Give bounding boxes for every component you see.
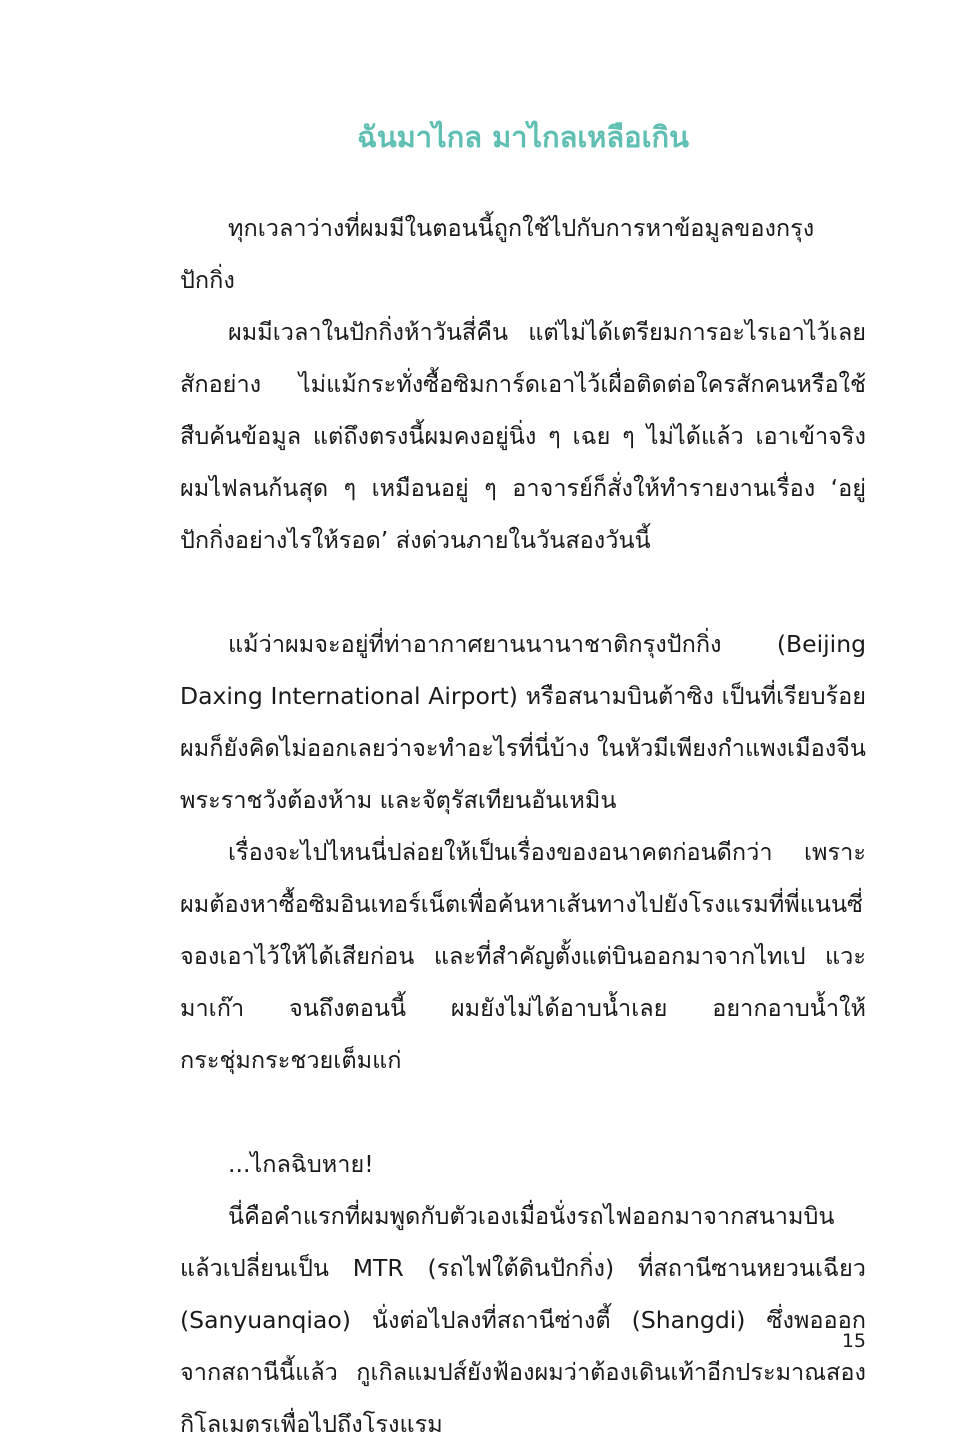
paragraph-gap (180, 1086, 866, 1138)
page-number: 15 (841, 1330, 866, 1352)
paragraph-3: แม้ว่าผมจะอยู่ที่ท่าอากาศยานนานาชาติกรุงปักกิ่ง (Beijing Daxing International Airport) หรือสนามบินต้าซิง เป็นที่เรียบร้อย ผมก็ยังคิดไม่ออกเลยว่าจะทำอะไรที่นี่บ้าง ในหัวมีเพียงกำแพงเมืองจีน พระราชวังต้องห้าม และจัตุรัสเทียนอันเหมิน (180, 630, 866, 814)
paragraph-6: นี่คือคำแรกที่ผมพูดกับตัวเองเมื่อนั่งรถไฟออกมาจากสนามบิน แล้วเปลี่ยนเป็น MTR (รถไฟใต้ดินปักกิ่ง) ที่สถานีซานหยวนเฉียว (Sanyuanqiao) นั่งต่อไปลงที่สถานีซ่างตี้ (Shangdi) ซึ่งพอออกจากสถานีนี้แล้ว กูเกิลแมปส์ยังฟ้องผมว่าต้องเดินเท้าอีกประมาณสองกิโลเมตรเพื่อไปถึงโรงแรม (180, 1202, 866, 1438)
paragraph-1: ทุกเวลาว่างที่ผมมีในตอนนี้ถูกใช้ไปกับการหาข้อมูลของกรุงปักกิ่ง (180, 214, 815, 294)
paragraph-2: ผมมีเวลาในปักกิ่งห้าวันสี่คืน แต่ไม่ได้เตรียมการอะไรเอาไว้เลยสักอย่าง ไม่แม้กระทั่งซื้อซิมการ์ดเอาไว้เผื่อติดต่อใครสักคนหรือใช้สืบค้นข้อมูล แต่ถึงตรงนี้ผมคงอยู่นิ่ง ๆ เฉย ๆ ไม่ได้แล้ว เอาเข้าจริงผมไฟลนก้นสุด ๆ เหมือนอยู่ ๆ อาจารย์ก็สั่งให้ทำรายงานเรื่อง ‘อยู่ปักกิ่งอย่างไรให้รอด’ ส่งด่วนภายในวันสองวันนี้ (180, 318, 866, 554)
paragraph-4: เรื่องจะไปไหนนี่ปล่อยให้เป็นเรื่องของอนาคตก่อนดีกว่า เพราะผมต้องหาซื้อซิมอินเทอร์เน็ตเพื่อค้นหาเส้นทางไปยังโรงแรมที่พี่แนนซี่จองเอาไว้ให้ได้เสียก่อน และที่สำคัญตั้งแต่บินออกมาจากไทเป แวะมาเก๊า จนถึงตอนนี้ ผมยังไม่ได้อาบน้ำเลย อยากอาบน้ำให้กระชุ่มกระชวยเต็มแก่ (180, 838, 866, 1074)
paragraph-gap (180, 566, 866, 618)
chapter-title: ฉันมาไกล มาไกลเหลือเกิน (357, 120, 689, 154)
paragraph-5: ...ไกลฉิบหาย! (228, 1150, 374, 1178)
body-text (180, 202, 866, 1450)
